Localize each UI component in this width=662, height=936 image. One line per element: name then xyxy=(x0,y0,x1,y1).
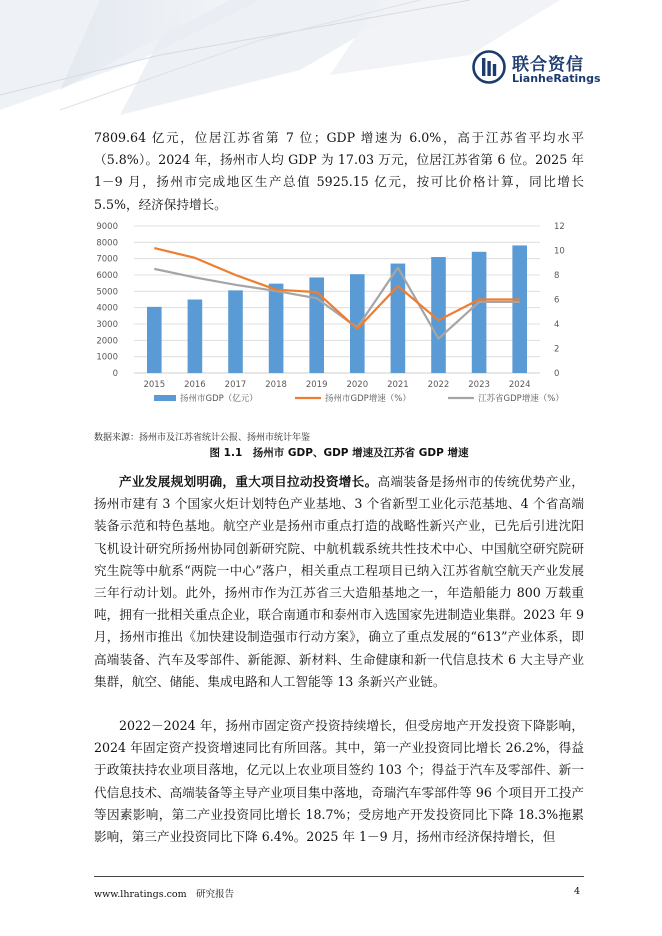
page-number: 4 xyxy=(574,886,581,897)
y-right-tick-label: 10 xyxy=(554,246,565,257)
lianhe-logo-icon xyxy=(472,50,506,84)
paragraph-investment: 2022－2024 年，扬州市固定资产投资持续增长，但受房地产开发投资下降影响，2024 年固定资产投资增速同比有所回落。其中，第一产业投资同比增长 26.2%，得益于政策扶持农业项目落地，亿元以上农业项目签约 103 个；得益于汽车及零部件、新一代信息技术、高端装备等主导产业项目集中落地，奇瑞汽车零部件等 96 个项目开工投产等因素影响，第二产业投资同比增长 18.7%；受房地产开发投资同比下降 18.3%拖累影响，第三产业投资同比下降 6.4%。2025 年 1－9 月，扬州市经济保持增长，但 xyxy=(94,718,585,845)
bar-gdp xyxy=(228,290,243,373)
footer-website[interactable]: www.lhratings.com 研究报告 xyxy=(94,889,235,900)
legend-label: 扬州市GDP（亿元） xyxy=(180,394,258,404)
x-tick-label: 2019 xyxy=(305,380,328,390)
x-tick-label: 2015 xyxy=(143,380,166,390)
y-right-tick-label: 2 xyxy=(554,344,560,355)
logo-en-text: LianheRatings xyxy=(512,72,601,85)
legend-label: 江苏省GDP增速（%） xyxy=(478,394,564,404)
bar-gdp xyxy=(188,300,203,374)
y-right-tick-label: 0 xyxy=(554,369,560,379)
bar-gdp xyxy=(391,264,406,373)
x-tick-label: 2018 xyxy=(265,380,287,390)
y-left-tick-label: 9000 xyxy=(96,222,118,232)
y-right-tick-label: 4 xyxy=(554,320,560,330)
y-left-tick-label: 2000 xyxy=(96,336,118,347)
y-right-tick-label: 6 xyxy=(554,295,560,306)
paragraph-industry xyxy=(94,471,584,693)
y-left-tick-label: 4000 xyxy=(96,303,118,314)
x-tick-label: 2020 xyxy=(346,380,369,390)
y-left-tick-label: 3000 xyxy=(96,320,118,330)
lianhe-logo xyxy=(472,50,632,92)
bar-gdp xyxy=(147,307,162,373)
bar-gdp xyxy=(472,252,487,373)
y-left-tick-label: 0 xyxy=(112,369,118,379)
y-left-tick-label: 7000 xyxy=(96,254,118,265)
legend-label: 扬州市GDP增速（%） xyxy=(325,394,411,404)
gdp-chart xyxy=(94,216,580,418)
paragraph-industry-lead: 产业发展规划明确，重大项目拉动投资增长。 xyxy=(119,474,378,489)
line-jiangsu-growth xyxy=(154,268,519,339)
paragraph-gdp-summary: 7809.64 亿元，位居江苏省第 7 位；GDP 增速为 6.0%，高于江苏省平均水平（5.8%）。2024 年，扬州市人均 GDP 为 17.03 万元，位居江苏省第 6 位。2025 年 1－9 月，扬州市完成地区生产总值 5925.15 亿元，按可比价格计算，同比增长 5.5%，经济保持增长。 xyxy=(94,130,584,212)
x-tick-label: 2016 xyxy=(184,380,206,390)
y-right-tick-label: 8 xyxy=(554,271,560,281)
footer-divider xyxy=(94,876,584,877)
x-tick-label: 2017 xyxy=(224,380,247,390)
paragraph-industry-body: 高端装备是扬州市的传统优势产业，扬州市建有 3 个国家火炬计划特色产业基地、3 个省新型工业化示范基地、4 个省高端装备示范和特色基地。航空产业是扬州市重点打造的战略性新兴产业，已先后引进沈阳飞机设计研究所扬州协同创新研究院、中航机载系统共性技术中心、中国航空研究院研究生院等中航系“两院一中心”落户，相关重点工程项目已纳入江苏省航空航天产业发展三年行动计划。此外，扬州市作为江苏省三大造船基地之一，年造船能力 800 万载重吨，拥有一批相关重点企业，联合南通市和泰州市入选国家先进制造业集群。2023 年 9 月，扬州市推出《加快建设制造强市行动方案》，确立了重点发展的“613”产业体系，即高端装备、汽车及零部件、新能源、新材料、生命健康和新一代信息技术 6 大主导产业集群，航空、储能、集成电路和人工智能等 13 条新兴产业链。 xyxy=(94,474,585,689)
x-tick-label: 2023 xyxy=(468,380,490,390)
logo-cn-text: 联合资信 xyxy=(512,55,584,75)
y-left-tick-label: 8000 xyxy=(96,238,118,249)
y-left-tick-label: 6000 xyxy=(96,271,118,281)
x-tick-label: 2022 xyxy=(427,380,450,390)
figure-caption: 图 1.1 扬州市 GDP、GDP 增速及江苏省 GDP 增速 xyxy=(209,447,469,459)
x-tick-label: 2024 xyxy=(508,380,531,390)
y-right-tick-label: 12 xyxy=(554,222,565,232)
line-yangzhou-growth xyxy=(154,248,519,329)
x-tick-label: 2021 xyxy=(387,380,409,390)
y-left-tick-label: 1000 xyxy=(96,352,118,363)
legend-swatch-bar xyxy=(154,395,176,401)
bar-gdp xyxy=(269,284,284,373)
chart-source: 数据来源：扬州市及江苏省统计公报、扬州市统计年鉴 xyxy=(94,433,311,443)
bar-gdp xyxy=(512,245,527,373)
y-left-tick-label: 5000 xyxy=(96,287,118,298)
